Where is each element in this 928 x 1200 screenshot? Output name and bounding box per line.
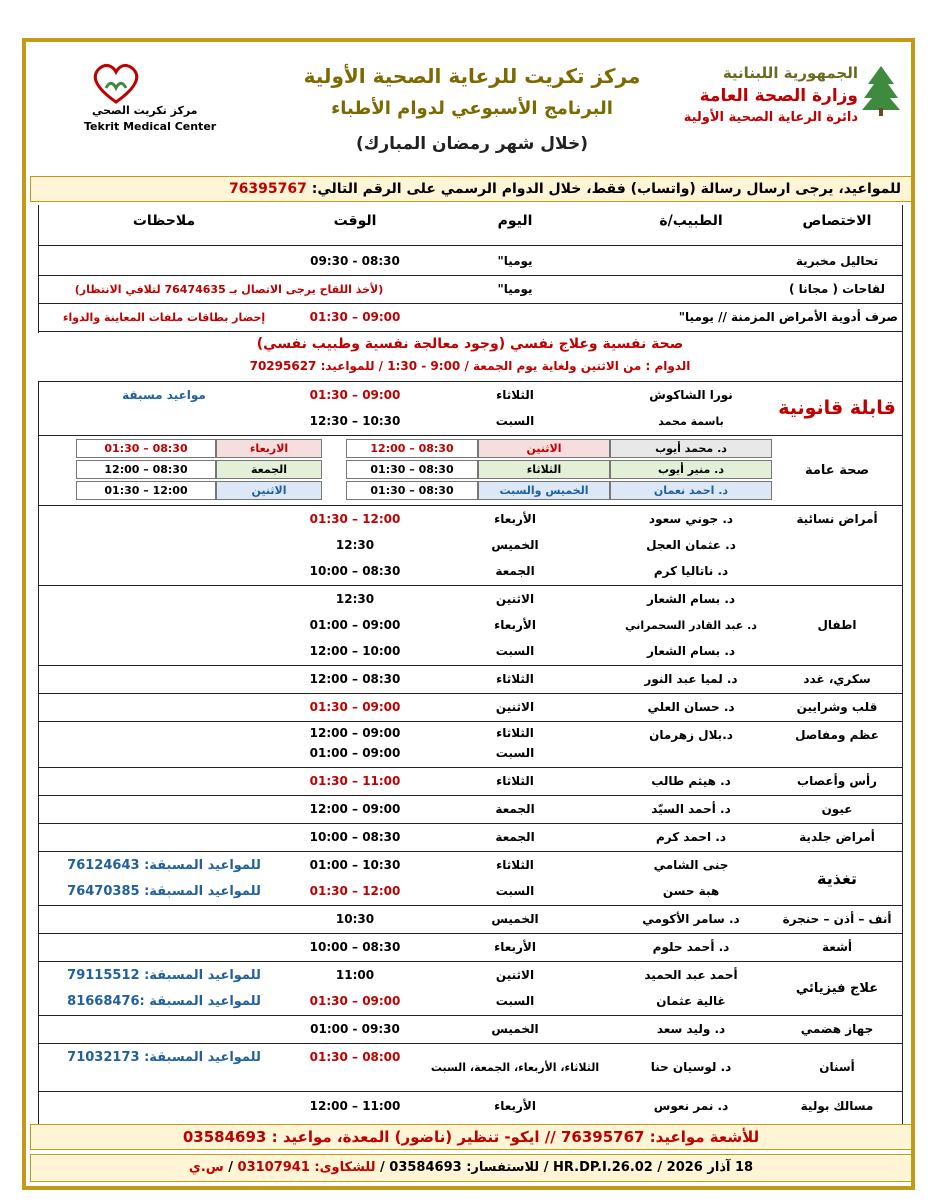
time-cell: 09:00 – 01:30 — [309, 310, 401, 324]
specialty-label: رأس وأعصاب — [797, 774, 877, 788]
time-cell: 09:00 – 01:00 — [309, 746, 401, 760]
note-cell: للمواعيد المسبقة :81668476 — [67, 993, 261, 1009]
time-cell: 10:30 – 01:00 — [309, 858, 401, 872]
time-cell: 08:30 – 12:00 — [346, 439, 478, 458]
mental-health-title: صحة نفسية وعلاج نفسي (وجود معالجة نفسية وطبيب نفسي) — [256, 336, 684, 352]
banner-text: للمواعيد، يرجى ارسال رسالة (واتساب) فقط، خلال الدوام الرسمي على الرقم التالي: — [311, 181, 901, 197]
note-cell: للمواعيد المسبقة: 71032173 — [67, 1049, 261, 1065]
ramadan-subtitle: (خلال شهر رمضان المبارك) — [356, 134, 588, 154]
day-cell: السبت — [495, 884, 535, 898]
specialty-label: جهاز هضمي — [800, 1022, 874, 1036]
time-cell: 08:30 – 12:00 — [309, 672, 401, 686]
specialty-label: سكري، غدد — [803, 672, 871, 686]
heart-hands-logo-icon — [86, 58, 146, 108]
time-cell: 09:00 – 01:30 — [309, 994, 401, 1008]
doctor-cell: د. أحمد حلوم — [652, 940, 730, 954]
table-row — [38, 825, 902, 849]
specialty-label: أشعة — [822, 940, 852, 954]
time-cell: 08:30 – 12:00 — [76, 460, 216, 479]
col-notes: ملاحظات — [132, 213, 196, 229]
time-cell: 12:00 – 01:30 — [309, 512, 401, 526]
day-cell: الاثنين — [495, 700, 535, 714]
doctor-cell: د. عثمان العجل — [646, 538, 736, 552]
table-row — [38, 249, 902, 273]
day-cell: الاثنين — [495, 592, 535, 606]
day-cell: الثلاثاء — [478, 460, 610, 479]
program-title: البرنامج الأسبوعي لدوام الأطباء — [331, 98, 613, 119]
general-health-row — [38, 437, 902, 503]
col-day: اليوم — [497, 213, 533, 229]
table-row — [38, 1093, 902, 1119]
doctor-cell: غالية عثمان — [656, 994, 726, 1008]
note-cell: للمواعيد المسبقة: 76124643 — [67, 857, 261, 873]
specialty-label: تحاليل مخبرية — [795, 254, 879, 268]
time-cell: 08:30 – 10:00 — [309, 564, 401, 578]
time-cell: 08:30 – 01:30 — [346, 481, 478, 500]
doctor-cell: د. أحمد السيّد — [651, 802, 731, 816]
gyn-row — [38, 507, 902, 583]
day-cell: السبت — [495, 994, 535, 1008]
day-cell: الأربعاء — [494, 512, 536, 526]
doctor-cell: د.بلال زهرمان — [649, 728, 733, 742]
time-cell: 08:30 – 10:00 — [309, 830, 401, 844]
specialty-label: أمراض جلدية — [799, 830, 875, 844]
document-frame — [22, 38, 915, 1190]
time-cell: 09:30 - 01:00 — [310, 1022, 400, 1036]
time-cell: 08:30 – 01:30 — [76, 439, 216, 458]
doctor-cell: جنى الشامي — [653, 858, 729, 872]
nutrition-row — [38, 853, 902, 903]
time-cell: 08:30 – 10:00 — [309, 940, 401, 954]
time-cell: 08:30 – 01:30 — [346, 460, 478, 479]
doctor-cell: د. احمد نعمان — [610, 481, 772, 500]
time-cell: 12:30 — [335, 538, 375, 552]
time-cell: 09:00 – 12:00 — [309, 726, 401, 740]
doctor-cell: د. بسام الشعار — [646, 592, 736, 606]
gov-line-3: دائرة الرعاية الصحية الأولية — [683, 110, 858, 125]
specialty-label: أسنان — [819, 1060, 855, 1074]
table-row — [38, 907, 902, 931]
appointments-banner — [30, 176, 912, 202]
footer-date: 18 آذار 2026 — [666, 1160, 754, 1175]
doctor-cell: د. حسان العلي — [647, 700, 735, 714]
time-cell: 11:00 – 12:00 — [309, 1099, 401, 1113]
footer-initials: س.ي — [188, 1160, 224, 1175]
time-cell: 08:00 – 01:30 — [309, 1050, 401, 1064]
specialty-label: أنف – أذن – حنجرة — [782, 912, 892, 926]
day-cell: الثلاثاء — [496, 774, 534, 788]
specialty-label: مسالك بولية — [800, 1099, 874, 1113]
footer-code: HR.DP.I.26.02 — [553, 1160, 653, 1175]
note-cell: للمواعيد المسبقة: 76470385 — [67, 883, 261, 899]
time-cell: 10:30 — [335, 912, 375, 926]
time-cell: 09:00 – 01:30 — [309, 700, 401, 714]
table-row — [38, 797, 902, 821]
logo-name-ar: مركز تكريت الصحي — [92, 104, 198, 117]
time-cell: 09:00 – 01:00 — [309, 618, 401, 632]
time-cell: 08:30 - 09:30 — [310, 254, 400, 268]
day-cell: الخميس — [491, 912, 539, 926]
doctor-cell: د. بسام الشعار — [646, 644, 736, 658]
table-row — [38, 935, 902, 959]
day-cell: الخميس والسبت — [478, 481, 610, 500]
specialty-label: علاج فيزيائي — [795, 980, 879, 996]
gov-line-1: الجمهورية اللبنانية — [722, 64, 858, 82]
doctor-cell: د. عبد القادر السحمراني — [625, 618, 757, 632]
specialty-label: قابلة قانونية — [778, 397, 896, 419]
table-row — [38, 769, 902, 793]
specialty-label: لقاحات ( مجانا ) — [789, 282, 885, 296]
col-doctor: الطبيب/ة — [659, 213, 723, 229]
doctor-cell: د. وليد سعد — [656, 1022, 726, 1036]
specialty-label: قلب وشرايين — [796, 700, 878, 714]
doctor-cell: نورا الشاكوش — [649, 388, 733, 402]
table-row — [38, 277, 902, 301]
physio-row — [38, 963, 902, 1013]
doctor-cell: د. لوسيان حنا — [650, 1060, 732, 1074]
doctor-cell: د. هيثم طالب — [651, 774, 731, 788]
doctor-cell: د. احمد كرم — [655, 830, 727, 844]
doctor-cell: د. محمد أيوب — [610, 439, 772, 458]
table-row — [38, 305, 902, 329]
specialty-label: تغذية — [817, 868, 857, 888]
day-cell: الأربعاء — [494, 940, 536, 954]
gov-line-2: وزارة الصحة العامة — [699, 86, 858, 106]
time-cell: 09:00 – 01:30 — [309, 388, 401, 402]
day-cell: يوميا" — [497, 282, 533, 296]
specialty-label: أمراض نسائية — [796, 512, 878, 526]
doctor-cell: د. سامر الأكومي — [642, 912, 740, 926]
time-cell: 11:00 — [335, 968, 375, 982]
footer-appointments: للأشعة مواعيد: 76395767 // ايكو- تنظير (ناضور) المعدة، مواعيد : 03584693 — [30, 1124, 912, 1150]
day-cell: الجمعة — [216, 460, 322, 479]
doctor-cell: هبة حسن — [662, 884, 720, 898]
mental-health-row — [38, 333, 902, 381]
day-cell: السبت — [495, 644, 535, 658]
banner-phone: 76395767 — [228, 181, 307, 197]
document-header — [32, 48, 910, 164]
footer-info: 18 آذار 2026 / HR.DP.I.26.02 / للاستفسار: 03584693 / للشكاوى: 03107941 / س.ي — [30, 1154, 912, 1182]
day-cell: الاربعاء — [216, 439, 322, 458]
day-cell: الثلاثاء — [496, 858, 534, 872]
day-cell: الاثنين — [478, 439, 610, 458]
table-row — [38, 695, 902, 719]
doctor-cell: د. منير أيوب — [610, 460, 772, 479]
mental-health-hours: الدوام : من الاثنين ولغاية يوم الجمعة / 9:00 - 1:30 / للمواعيد: 70295627 — [249, 359, 691, 373]
day-cell: الاثنين — [216, 481, 322, 500]
day-cell: يوميا" — [497, 254, 533, 268]
time-cell: 12:30 — [335, 592, 375, 606]
time-cell: 09:00 – 12:00 — [309, 802, 401, 816]
col-specialty: الاختصاص — [802, 213, 872, 229]
footer-inquiry: للاستفسار: 03584693 — [389, 1160, 540, 1175]
doctor-cell: أحمد عبد الحميد — [644, 968, 738, 982]
specialty-label: اطفال — [817, 618, 857, 632]
table-row — [38, 1045, 902, 1089]
note-cell: (لأخذ اللقاح يرجى الاتصال بـ 76474635 لتلافي الانتظار) — [74, 282, 384, 296]
center-title: مركز تكريت للرعاية الصحية الأولية — [303, 64, 641, 88]
day-cell: السبت — [495, 746, 535, 760]
day-cell: الثلاثاء، الأربعاء، الجمعة، السبت — [430, 1060, 600, 1074]
table-row — [38, 667, 902, 691]
table-row — [38, 723, 902, 765]
day-cell: الثلاثاء — [496, 672, 534, 686]
doctor-cell: د. جوني سعود — [648, 512, 734, 526]
time-cell: 10:30 – 12:30 — [309, 414, 401, 428]
day-cell: السبت — [495, 414, 535, 428]
specialty-label: عظم ومفاصل — [795, 728, 879, 742]
doctor-cell: د. ناتاليا كرم — [653, 564, 729, 578]
day-cell: الخميس — [491, 1022, 539, 1036]
peds-row — [38, 587, 902, 663]
time-cell: 11:00 – 01:30 — [309, 774, 401, 788]
day-cell: الأربعاء — [494, 1099, 536, 1113]
specialty-label: صحة عامة — [804, 462, 870, 478]
day-cell: الجمعة — [495, 564, 535, 578]
doctor-cell: د. لميا عبد النور — [644, 672, 738, 686]
midwife-row — [38, 383, 902, 433]
day-cell: الاثنين — [495, 968, 535, 982]
logo-name-en: Tekrit Medical Center — [84, 120, 217, 133]
col-time: الوقت — [333, 213, 377, 229]
note-cell: للمواعيد المسبقة: 79115512 — [67, 967, 261, 983]
time-cell: 10:00 – 12:00 — [309, 644, 401, 658]
specialty-label: صرف أدوية الأمراض المزمنة // يوميا" — [678, 310, 898, 324]
note-cell: إحضار بطاقات ملفات المعاينة والدواء — [62, 310, 266, 324]
specialty-label: عيون — [821, 802, 853, 816]
table-row — [38, 1017, 902, 1041]
schedule-table — [38, 205, 902, 1145]
time-cell: 12:00 – 01:30 — [76, 481, 216, 500]
footer-complaint: للشكاوى: 03107941 — [237, 1160, 376, 1175]
doctor-cell: باسمة محمد — [658, 414, 724, 428]
day-cell: الثلاثاء — [496, 388, 534, 402]
day-cell: الأربعاء — [494, 618, 536, 632]
time-cell: 12:00 – 01:30 — [309, 884, 401, 898]
day-cell: الجمعة — [495, 830, 535, 844]
day-cell: الخميس — [491, 538, 539, 552]
note-cell: مواعيد مسبقة — [122, 388, 206, 402]
doctor-cell: د. نمر نعوس — [653, 1099, 729, 1113]
day-cell: الجمعة — [495, 802, 535, 816]
day-cell: الثلاثاء — [496, 726, 534, 740]
cedar-icon — [860, 64, 902, 116]
